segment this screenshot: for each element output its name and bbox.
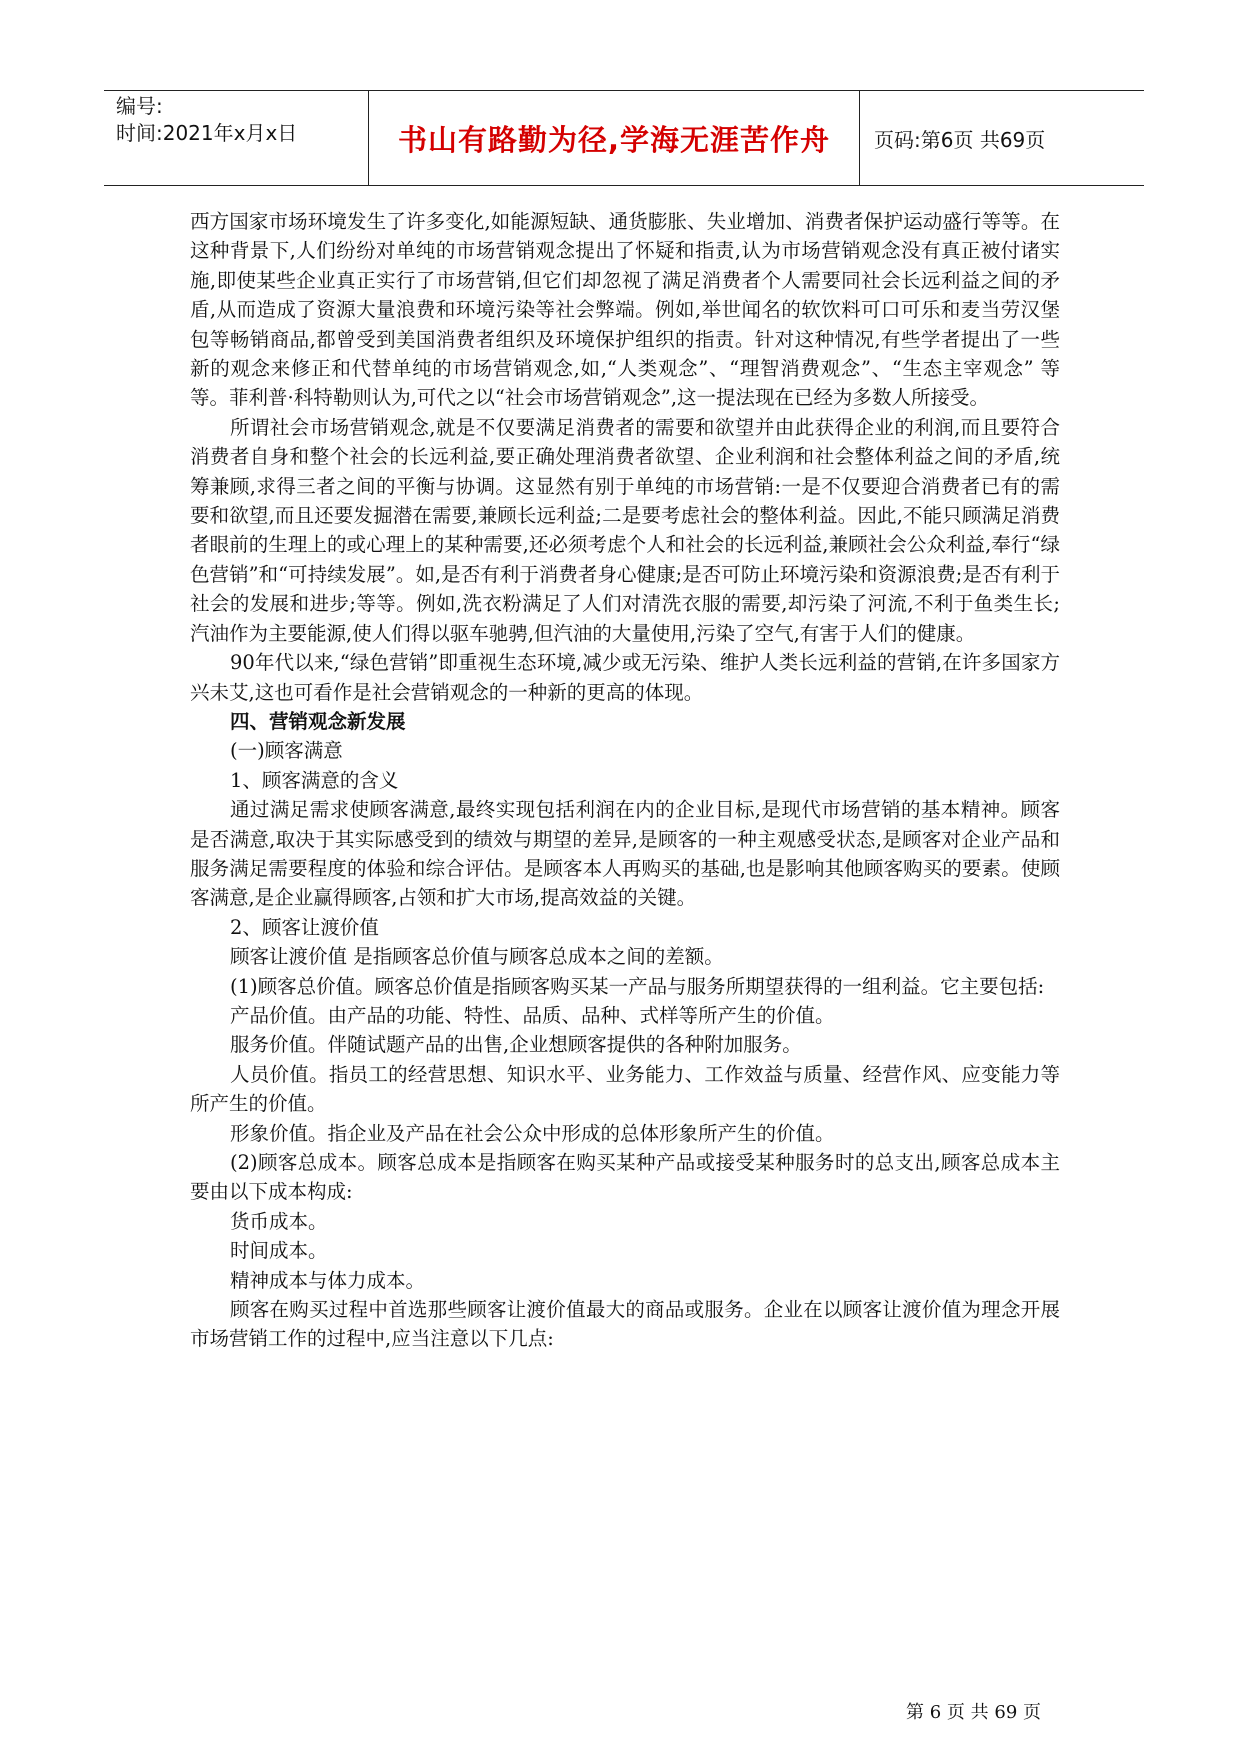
header-page-info: 页码:第6页 共69页 bbox=[874, 127, 1046, 152]
body-paragraph: 人员价值。指员工的经营思想、知识水平、业务能力、工作效益与质量、经营作风、应变能力等所产生的价值。 bbox=[190, 1062, 1060, 1116]
body-paragraph: 服务价值。伴随试题产品的出售,企业想顾客提供的各种附加服务。 bbox=[230, 1033, 802, 1057]
page-footer: 第 6 页 共 69 页 bbox=[906, 1702, 1041, 1723]
body-paragraph: 西方国家市场环境发生了许多变化,如能源短缺、通货膨胀、失业增加、消费者保护运动盛行等等。在这种背景下,人们纷纷对单纯的市场营销观念提出了怀疑和指责,认为市场营销观念没有真正被付诸实施,即使某些企业真正实行了市场营销,但它们却忽视了满足消费者个人需要同社会长远利益之间的矛盾,从而造成了资源大量浪费和环境污染等社会弊端。例如,举世闻名的软饮料可口可乐和麦当劳汉堡包等畅销商品,都曾受到美国消费者组织及环境保护组织的指责。针对这种情况,有些学者提出了一些新的观念来修正和代替单纯的市场营销观念,如,“人类观念”、“理智消费观念”、“生态主宰观念” 等等。菲利普·科特勒则认为,可代之以“社会市场营销观念”,这一提法现在已经为多数人所接受。 bbox=[190, 210, 1060, 410]
body-paragraph: 精神成本与体力成本。 bbox=[230, 1268, 426, 1292]
body-paragraph: 货币成本。 bbox=[230, 1209, 328, 1233]
body-paragraph: 时间成本。 bbox=[230, 1239, 328, 1263]
body-paragraph: 顾客让渡价值 是指顾客总价值与顾客总成本之间的差额。 bbox=[230, 945, 724, 969]
header-info-cell bbox=[116, 91, 378, 185]
body-paragraph: 产品价值。由产品的功能、特性、品质、品种、式样等所产生的价值。 bbox=[230, 1003, 835, 1027]
subsection-heading: (一)顾客满意 bbox=[230, 739, 343, 763]
header-motto: 书山有路勤为径,学海无涯苦作舟 bbox=[397, 122, 831, 157]
document-body bbox=[190, 207, 1060, 1354]
time-label: 时间:2021年x月x日 bbox=[116, 121, 298, 145]
body-paragraph: 形象价值。指企业及产品在社会公众中形成的总体形象所产生的价值。 bbox=[230, 1121, 835, 1145]
document-header bbox=[104, 90, 1144, 186]
section-heading: 四、营销观念新发展 bbox=[230, 709, 406, 733]
subsection-heading: 2、顾客让渡价值 bbox=[230, 915, 379, 939]
subsection-heading: 1、顾客满意的含义 bbox=[230, 768, 399, 792]
header-divider bbox=[859, 91, 860, 185]
body-paragraph: 通过满足需求使顾客满意,最终实现包括利润在内的企业目标,是现代市场营销的基本精神。顾客是否满意,取决于其实际感受到的绩效与期望的差异,是顾客的一种主观感受状态,是顾客对企业产品和服务满足需要程度的体验和综合评估。是顾客本人再购买的基础,也是影响其他顾客购买的要素。使顾客满意,是企业赢得顾客,占领和扩大市场,提高效益的关键。 bbox=[190, 798, 1060, 910]
body-paragraph: (1)顾客总价值。顾客总价值是指顾客购买某一产品与服务所期望获得的一组利益。它主要包括: bbox=[230, 974, 1045, 998]
body-paragraph: 所谓社会市场营销观念,就是不仅要满足消费者的需要和欲望并由此获得企业的利润,而且要符合消费者自身和整个社会的长远利益,要正确处理消费者欲望、企业利润和社会整体利益之间的矛盾,统筹兼顾,求得三者之间的平衡与协调。这显然有别于单纯的市场营销:一是不仅要迎合消费者已有的需要和欲望,而且还要发掘潜在需要,兼顾长远利益;二是要考虑社会的整体利益。因此,不能只顾满足消费者眼前的生理上的或心理上的某种需要,还必须考虑个人和社会的长远利益,兼顾社会公众利益,奉行“绿色营销”和“可持续发展”。如,是否有利于消费者身心健康;是否可防止环境污染和资源浪费;是否有利于社会的发展和进步;等等。例如,洗衣粉满足了人们对清洗衣服的需要,却污染了河流,不利于鱼类生长;汽油作为主要能源,使人们得以驱车驰骋,但汽油的大量使用,污染了空气,有害于人们的健康。 bbox=[190, 415, 1060, 645]
body-paragraph: (2)顾客总成本。顾客总成本是指顾客在购买某种产品或接受某种服务时的总支出,顾客总成本主要由以下成本构成: bbox=[190, 1151, 1060, 1204]
number-label: 编号: bbox=[116, 94, 163, 118]
body-paragraph: 顾客在购买过程中首选那些顾客让渡价值最大的商品或服务。企业在以顾客让渡价值为理念开展市场营销工作的过程中,应当注意以下几点: bbox=[190, 1298, 1060, 1351]
body-paragraph: 90年代以来,“绿色营销”即重视生态环境,减少或无污染、维护人类长远利益的营销,在许多国家方兴未艾,这也可看作是社会营销观念的一种新的更高的体现。 bbox=[190, 651, 1060, 704]
